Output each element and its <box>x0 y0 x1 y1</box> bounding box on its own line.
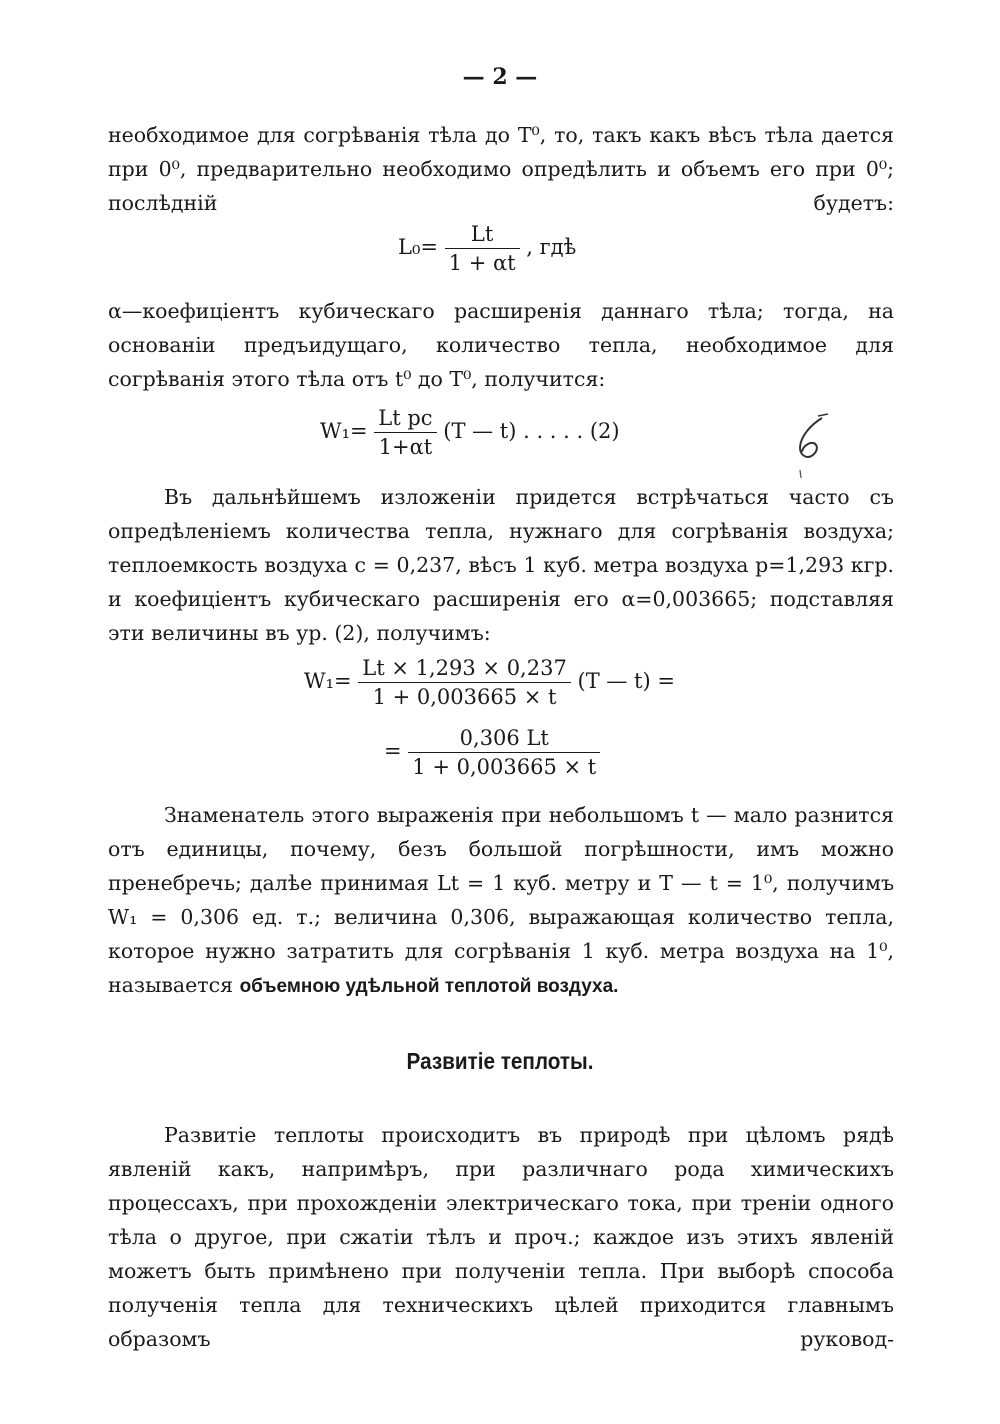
equation-fraction <box>445 222 520 275</box>
paragraph-4-end <box>108 968 894 1004</box>
paragraph-1: необходимое для согрѣванія тѣла до T⁰, то, такъ какъ вѣсъ тѣла дается при 0⁰, предварительно необходимо опредѣлить и объемъ его при 0⁰; послѣдній будетъ: <box>108 123 894 215</box>
fraction-numerator: Lt <box>445 222 520 249</box>
equation-tail: , гдѣ <box>526 235 577 259</box>
fraction-denominator: 1 + αt <box>448 251 516 275</box>
paragraph-5: Развитіе теплоты происходитъ въ природѣ при цѣломъ рядѣ явленій какъ, напримѣръ, при различнаго рода химическихъ процессахъ, при прохожденіи электрическаго тока, при треніи одного тѣла о другое, при сжатіи тѣлъ и проч.; каждое изъ этихъ явленій можетъ быть примѣнено при полученіи тепла. При выборѣ способа полученія тепла для техническихъ цѣлей приходится главнымъ образомъ руковод- <box>108 1123 894 1351</box>
fraction-numerator: 0,306 Lt <box>408 726 600 753</box>
equation-lhs: = <box>384 739 402 763</box>
equation-lhs: W₁= <box>320 419 368 443</box>
paragraph-2: α—коефиціентъ кубическаго расширенія даннаго тѣла; тогда, на основаніи предъидущаго, количество тепла, необходимое для согрѣванія этого тѣла отъ t⁰ до T⁰, получится: <box>108 299 894 391</box>
equation-4 <box>384 726 600 779</box>
fraction-numerator: Lt × 1,293 × 0,237 <box>358 656 571 683</box>
equation-fraction <box>358 656 571 709</box>
equation-fraction <box>408 726 600 779</box>
equation-3 <box>304 656 675 709</box>
equation-tail: (T — t) . . . . . (2) <box>443 419 620 443</box>
page-number: — 2 — <box>462 64 538 90</box>
equation-2 <box>320 406 620 459</box>
paragraph-3: Въ дальнѣйшемъ изложеніи придется встрѣчаться часто съ опредѣленіемъ количества тепла, нужнаго для согрѣванія воздуха; теплоемкость воздуха c = 0,237, вѣсъ 1 куб. метра воздуха p=1,293 кгр. и коефиціентъ кубическаго расширенія его α=0,003665; подставляя эти величины въ ур. (2), получимъ: <box>108 485 894 645</box>
fraction-denominator: 1 + 0,003665 × t <box>412 755 597 779</box>
fraction-denominator: 1+αt <box>378 435 433 459</box>
pencil-mark-icon <box>792 412 836 478</box>
equation-lhs: W₁= <box>304 669 352 693</box>
equation-volume-at-zero <box>398 222 576 275</box>
equation-lhs: L₀= <box>398 235 438 259</box>
fraction-numerator: Lt pc <box>374 406 436 433</box>
paragraph-4-end-text: называется <box>108 973 234 997</box>
handwritten-mark <box>792 412 836 482</box>
bold-term: объемною удѣльной теплотой воздуха. <box>239 976 619 997</box>
equation-tail: (T — t) = <box>577 669 675 693</box>
section-heading: Развитіе теплоты. <box>406 1048 594 1074</box>
equation-fraction <box>374 406 436 459</box>
fraction-denominator: 1 + 0,003665 × t <box>372 685 557 709</box>
paragraph-4: Знаменатель этого выраженія при небольшомъ t — мало разнится отъ единицы, почему, безъ большой погрѣшности, имъ можно пренебречь; далѣе принимая Lt = 1 куб. метру и T — t = 1⁰, получимъ W₁ = 0,306 ед. т.; величина 0,306, выражающая количество тепла, которое нужно затратить для согрѣванія 1 куб. метра воздуха на 1⁰, <box>108 803 894 963</box>
